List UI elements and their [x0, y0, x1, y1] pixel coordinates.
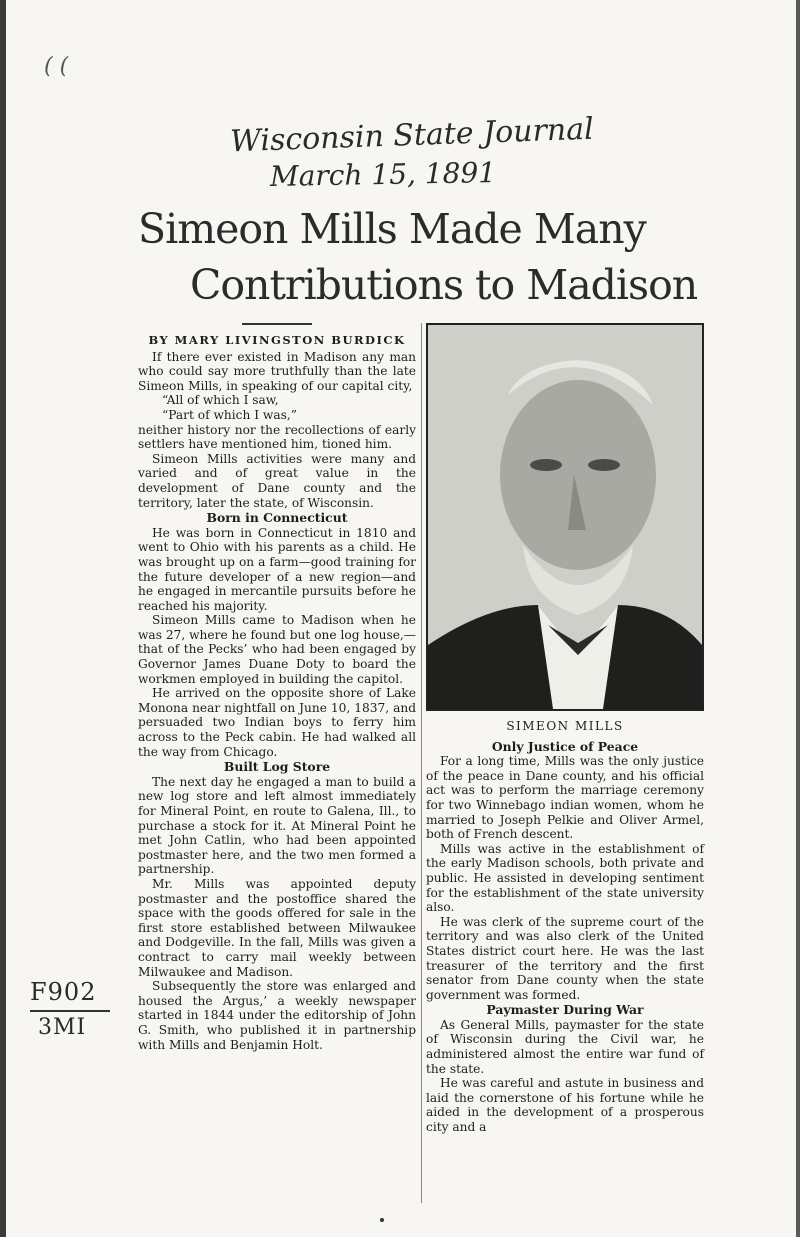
column-rule: [421, 323, 422, 1203]
subheading: Only Justice of Peace: [491, 738, 639, 754]
handwritten-file-code-2: 3MI: [38, 1015, 87, 1040]
article-paragraph: As General Mills, paymaster for the state of Wisconsin during the Civil war, he administered almost the entire war fund of the state.: [426, 1017, 704, 1076]
handwritten-date: March 15, 1891: [269, 156, 497, 193]
portrait-photo: [426, 323, 704, 711]
article-paragraph: Mr. Mills was appointed deputy postmaster and the postoffice shared the space with the goods offered for sale in the first store established between Milwaukee and Dodgeville. In the fall, Mills was given a contract to carry mail weekly between Milwaukee and Madison.: [138, 876, 416, 979]
handwritten-file-code: F902: [30, 978, 97, 1006]
article-paragraph: neither history nor the recollections of early settlers have mentioned him, tioned him.: [138, 422, 416, 452]
article-paragraph: He was clerk of the supreme court of the territory and was also clerk of the United States district court here. He was the last treasurer of the territory and the first senator from Dane county when the state government was formed.: [426, 914, 704, 1002]
article-paragraph: Simeon Mills came to Madison when he was 27, where he found but one log house,—that of the Pecks’ who had been engaged by Governor James Duane Doty to board the workmen employed in building the capitol.: [138, 613, 416, 686]
page-mark-dot: [380, 1218, 384, 1222]
article-paragraph: The next day he engaged a man to build a new log store and left almost immediately for Mineral Point, en route to Galena, Ill., to purchase a stock for it. At Mineral Point he met John Catlin, who had been appointed postmaster here, and the two men formed a partnership.: [138, 774, 416, 877]
headline-line-1: Simeon Mills Made Many: [138, 205, 646, 253]
article-paragraph: He was born in Connecticut in 1810 and went to Ohio with his parents as a child. He was brought up on a farm—good training for the future developer of a new region—and he engaged in mercantile pursuits before he reached his majority.: [138, 525, 416, 613]
handwritten-underline: [30, 1010, 110, 1012]
corner-pencil-mark: ( (: [44, 54, 69, 79]
photo-caption: SIMEON MILLS: [506, 719, 624, 733]
handwritten-publication: Wisconsin State Journal: [229, 111, 595, 160]
byline: BY MARY LIVINGSTON BURDICK: [148, 333, 406, 347]
subheading: Built Log Store: [223, 759, 331, 775]
article-paragraph: For a long time, Mills was the only justice of the peace in Dane county, and his official act was to perform the marriage ceremony for two Winnebago indian women, whom he married to Joseph Pelkie and Oliver Armel, both of French descent.: [426, 754, 704, 842]
byline-rule: [242, 323, 312, 325]
article-paragraph: “Part of which I was,”: [162, 407, 297, 422]
article-paragraph: Mills was active in the establishment of the early Madison schools, both private and public. He assisted in developing sentiment for the establishment of the state university also.: [426, 841, 704, 915]
article-paragraph: Subsequently the store was enlarged and housed the Argus,’ a weekly newspaper started in 1844 under the editorship of John G. Smith, who published it in partnership with Mills and Benjamin Holt.: [138, 979, 416, 1052]
article-paragraph: He arrived on the opposite shore of Lake Monona near nightfall on June 10, 1837, and persuaded two Indian boys to ferry him across to the Peck cabin. He had walked all the way from Chicago.: [138, 686, 416, 759]
scan-edge-right: [796, 0, 800, 1237]
article-paragraph: He was careful and astute in business and laid the cornerstone of his fortune while he aided in the development of a prosperous city and a: [426, 1076, 704, 1135]
article-paragraph: “All of which I saw,: [162, 393, 279, 408]
article-column-right: [426, 323, 704, 1135]
article-paragraph: Simeon Mills activities were many and varied and of great value in the development of Dane county and the territory, later the state, of Wisconsin.: [138, 451, 416, 510]
subheading: Born in Connecticut: [206, 510, 348, 526]
newspaper-clipping: [134, 205, 708, 1205]
article-column-left: [138, 323, 416, 1052]
headline-line-2: Contributions to Madison: [190, 261, 698, 309]
subheading: Paymaster During War: [486, 1002, 644, 1018]
portrait-illustration: [428, 325, 702, 709]
article-paragraph: If there ever existed in Madison any man who could say more truthfully than the late Simeon Mills, in speaking of our capital city,: [138, 349, 416, 393]
